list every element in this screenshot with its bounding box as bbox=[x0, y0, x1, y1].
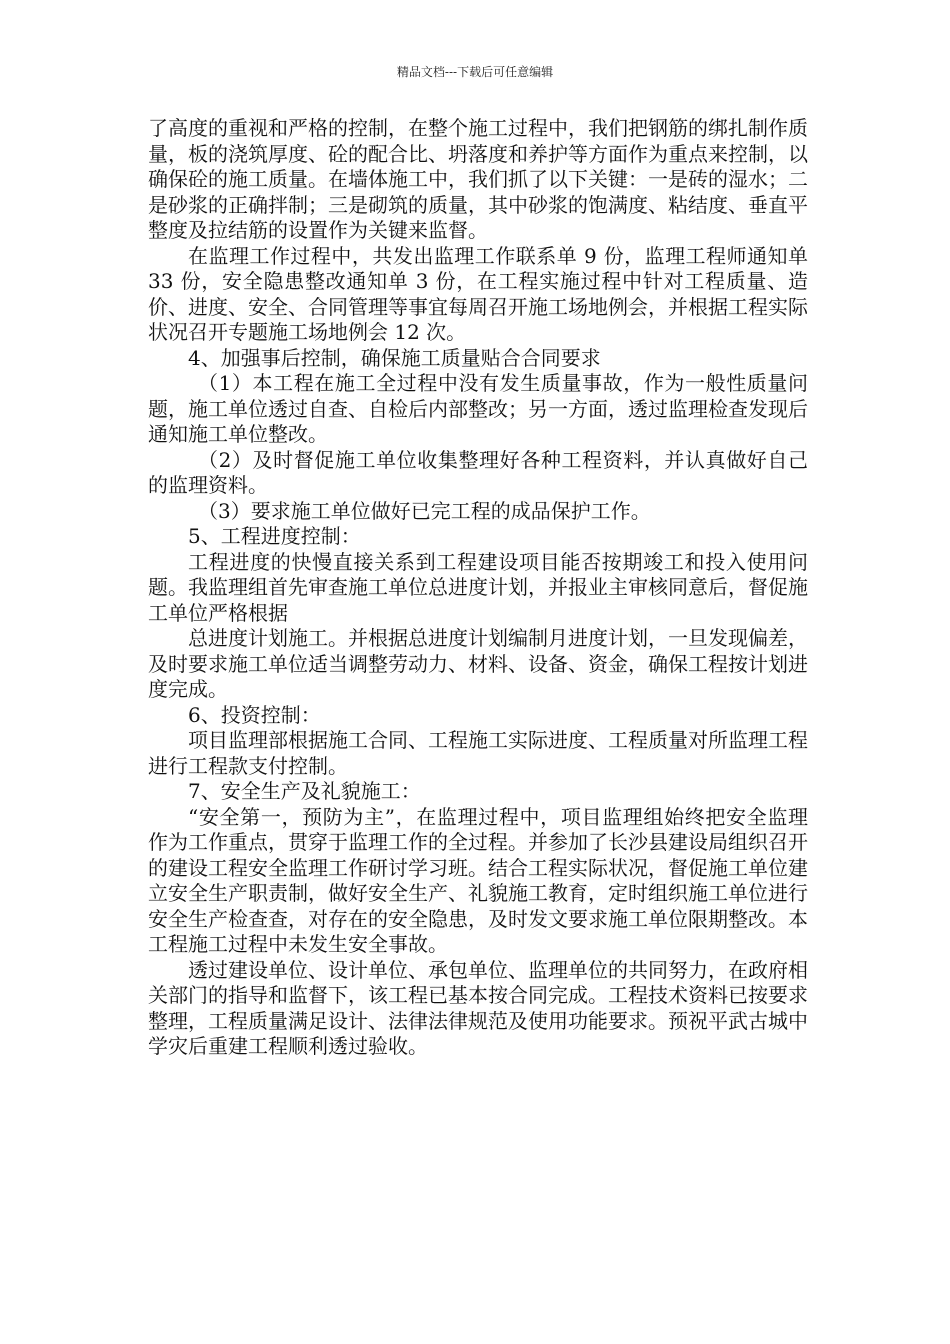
paragraph-continuation: 了高度的重视和严格的控制，在整个施工过程中，我们把钢筋的绑扎制作质量，板的浇筑厚度、砼的配合比、坍落度和养护等方面作为重点来控制，以确保砼的施工质量。在墙体施工中，我们抓了以下关键：一是砖的湿水；二是砂浆的正确拌制；三是砌筑的质量，其中砂浆的饱满度、粘结度、垂直平整度及拉结筋的设置作为关键来监督。 bbox=[148, 116, 808, 242]
paragraph-safety: “安全第一，预防为主”，在监理过程中，项目监理组始终把安全监理作为工作重点，贯穿于监理工作的全过程。并参加了长沙县建设局组织召开的建设工程安全监理工作研讨学习班。结合工程实际状况，督促施工单位建立安全生产职责制，做好安全生产、礼貌施工教育，定时组织施工单位进行安全生产检查查，对存在的安全隐患，及时发文要求施工单位限期整改。本工程施工过程中未发生安全事故。 bbox=[148, 804, 808, 956]
document-body bbox=[148, 116, 808, 1060]
heading-progress-control: 5、工程进度控制： bbox=[188, 524, 361, 548]
paragraph-progress-a: 工程进度的快慢直接关系到工程建设项目能否按期竣工和投入使用问题。我监理组首先审查施工单位总进度计划，并报业主审核同意后，督促施工单位严格根据 bbox=[148, 549, 808, 625]
paragraph-item-1: （1）本工程在施工全过程中没有发生质量事故，作为一般性质量问题，施工单位透过自查、自检后内部整改；另一方面，透过监理检查发现后通知施工单位整改。 bbox=[148, 371, 808, 446]
paragraph-progress-b: 总进度计划施工。并根据总进度计划编制月进度计划，一旦发现偏差，及时要求施工单位适当调整劳动力、材料、设备、资金，确保工程按计划进度完成。 bbox=[148, 626, 808, 701]
page-header: 精品文档---下载后可任意编辑 bbox=[396, 65, 554, 79]
heading-investment-control: 6、投资控制： bbox=[188, 702, 321, 727]
paragraph-supervision-work: 在监理工作过程中，共发出监理工作联系单 9 份，监理工程师通知单 33 份，安全隐患整改通知单 3 份，在工程实施过程中针对工程质量、造价、进度、安全、合同管理等事宜每周召开施工场地例会，并根据工程实际状况召开专题施工场地例会 12 次。 bbox=[148, 243, 808, 344]
paragraph-item-3: （3）要求施工单位做好已完工程的成品保护工作。 bbox=[198, 498, 651, 523]
paragraph-investment: 项目监理部根据施工合同、工程施工实际进度、工程质量对所监理工程进行工程款支付控制。 bbox=[148, 728, 808, 778]
paragraph-item-2: （2）及时督促施工单位收集整理好各种工程资料，并认真做好自己的监理资料。 bbox=[148, 447, 808, 497]
heading-post-control: 4、加强事后控制，确保施工质量贴合合同要求 bbox=[188, 345, 601, 370]
heading-safety: 7、安全生产及礼貌施工： bbox=[188, 779, 421, 803]
paragraph-conclusion: 透过建设单位、设计单位、承包单位、监理单位的共同努力，在政府相关部门的指导和监督下，该工程已基本按合同完成。工程技术资料已按要求整理，工程质量满足设计、法律法律规范及使用功能要求。预祝平武古城中学灾后重建工程顺利透过验收。 bbox=[148, 957, 808, 1058]
